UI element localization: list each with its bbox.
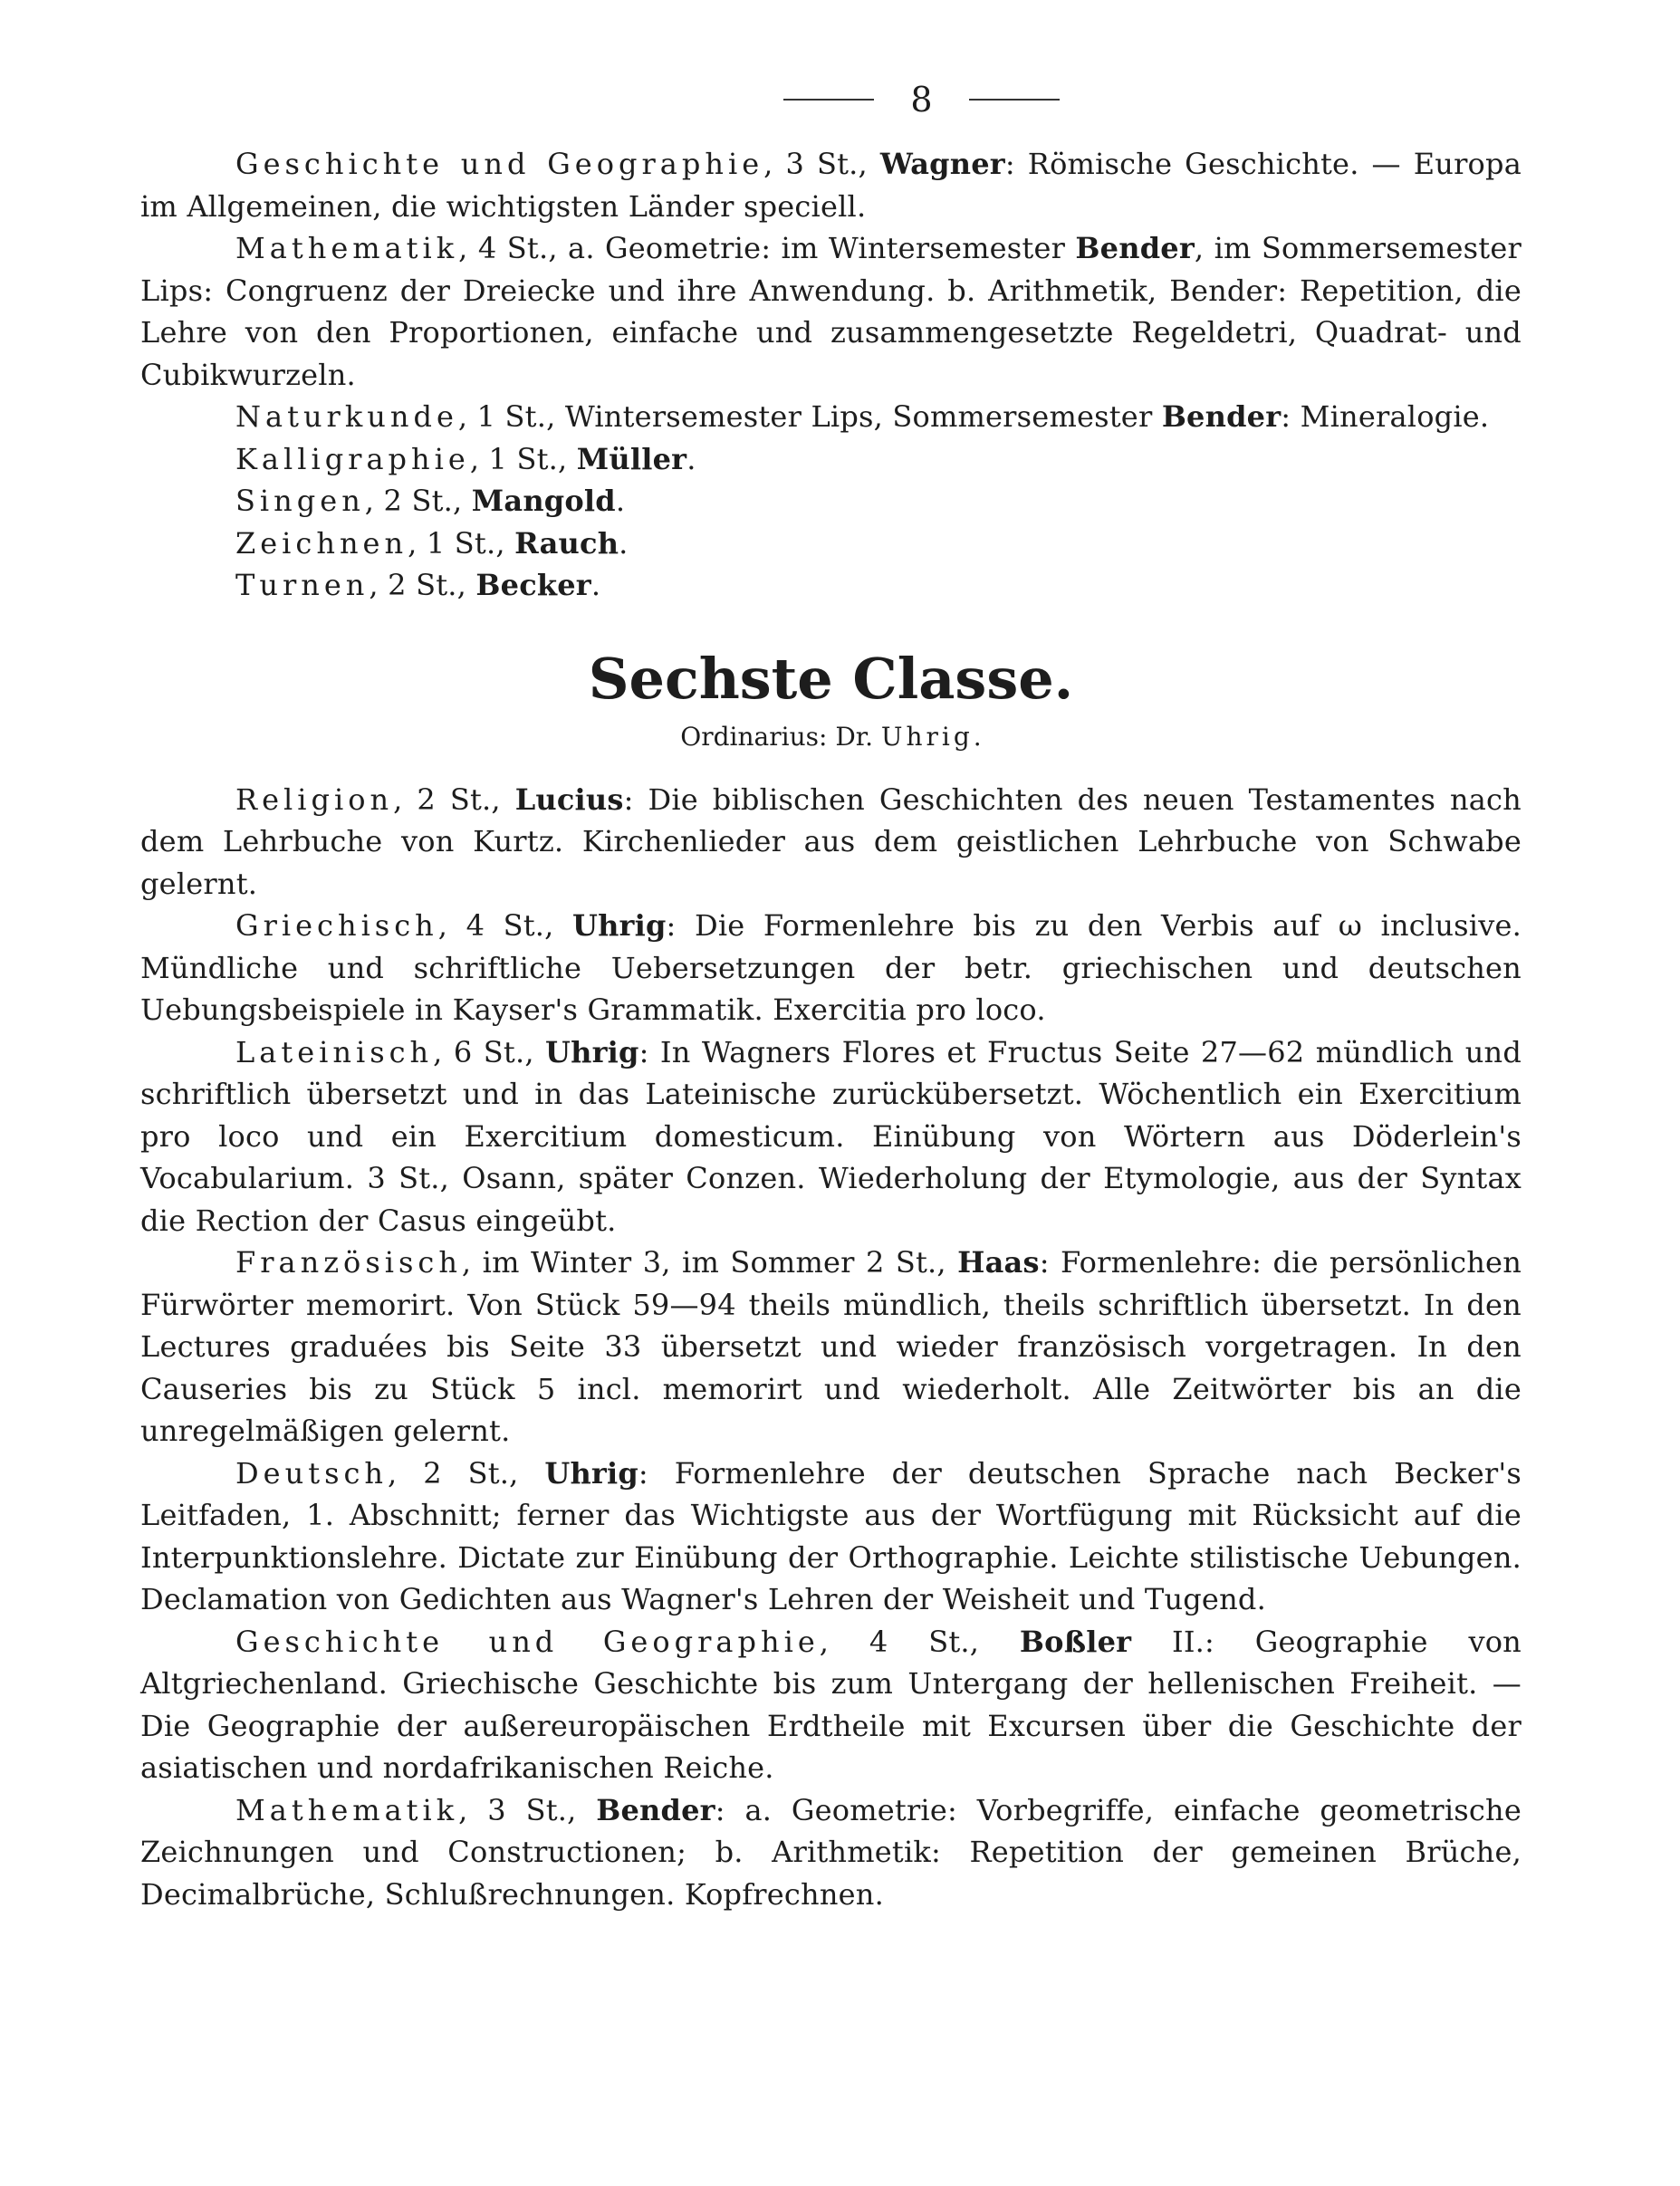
subject-paragraph	[140, 523, 1522, 565]
subject-name: Mathematik	[235, 1792, 459, 1827]
subject-paragraph	[140, 227, 1522, 396]
subject-hours: , im Winter 3, im Sommer 2 St.,	[461, 1245, 958, 1280]
subject-name: Naturkunde	[235, 399, 458, 434]
subject-hours: , 2 St.,	[364, 484, 472, 518]
section-subjects	[140, 779, 1522, 1916]
subject-paragraph	[140, 1453, 1522, 1621]
page-number: 8	[910, 80, 933, 120]
subject-paragraph	[140, 779, 1522, 906]
top-subjects	[140, 143, 1522, 607]
subject-paragraph	[140, 143, 1522, 227]
subject-hours: , 4 St., a. Geometrie: im Wintersemester	[458, 231, 1076, 265]
subject-content: : Formenlehre: die persönlichen Fürwörter memorirt. Von Stück 59—94 theils mündlich, theils schriftlich übersetzt. In den Lectures graduées bis Seite 33 übersetzt und wieder französisch vorgetragen. In den Causeries bis zu Stück 5 incl. memorirt und wiederholt. Alle Zeitwörter bis an die unregelmäßigen gelernt.	[140, 1245, 1522, 1448]
teacher-name: Boßler	[1019, 1624, 1132, 1659]
subject-content: .	[686, 441, 696, 476]
subject-hours: , 1 St., Wintersemester Lips, Sommersemester	[457, 399, 1162, 434]
subject-paragraph	[140, 396, 1522, 438]
teacher-name: Bender	[1075, 231, 1195, 265]
subject-hours: , 2 St.,	[388, 1455, 545, 1491]
teacher-name: Bender	[596, 1792, 715, 1827]
subject-hours: , 3 St.,	[458, 1792, 597, 1827]
teacher-name: Uhrig	[571, 908, 667, 943]
teacher-name: Uhrig	[545, 1034, 639, 1069]
subject-name: Deutsch	[235, 1455, 389, 1491]
subject-name: Griechisch	[235, 908, 438, 943]
subject-name: Religion	[235, 781, 394, 817]
teacher-name: Müller	[576, 441, 687, 476]
subject-paragraph	[140, 564, 1522, 607]
teacher-name: Lucius	[514, 781, 624, 817]
subject-content: : Formenlehre der deutschen Sprache nach Becker's Leitfaden, 1. Abschnitt; ferner das Wichtigste aus der Wortfügung mit Rücksicht auf die Interpunktionslehre. Dictate zur Einübung der Orthographie. Leichte stilistische Uebungen. Declamation von Gedichten aus Wagner's Lehren der Weisheit und Tugend.	[140, 1455, 1522, 1616]
subject-hours: , 2 St.,	[393, 781, 515, 817]
subject-hours: , 3 St.,	[763, 147, 880, 181]
subject-paragraph	[140, 438, 1522, 481]
subject-paragraph	[140, 1621, 1522, 1789]
subject-hours: , 6 St.,	[433, 1034, 546, 1069]
subject-name: Zeichnen	[235, 525, 408, 561]
ordinarius-end: .	[973, 721, 982, 752]
ordinarius-label: Ordinarius: Dr.	[680, 721, 881, 752]
page-header	[322, 72, 1522, 127]
subject-hours: , 1 St.,	[408, 525, 515, 561]
subject-paragraph	[140, 1789, 1522, 1916]
subject-hours: , 4 St.,	[437, 908, 572, 943]
subject-name: Turnen	[235, 568, 370, 602]
subject-content: : In Wagners Flores et Fructus Seite 27—62 mündlich und schriftlich übersetzt und in das Lateinische zurückübersetzt. Wöchentlich ein Exercitium pro loco und ein Exercitium domesticum. Einübung von Wörtern aus Döderlein's Vocabularium. 3 St., Osann, später Conzen. Wiederholung der Etymologie, aus der Syntax die Rection der Casus eingeübt.	[140, 1034, 1522, 1238]
subject-content: : Römische Geschichte. — Europa im Allgemeinen, die wichtigsten Länder speciell.	[140, 147, 1522, 224]
subject-name: Geschichte und Geographie	[235, 147, 764, 181]
subject-name: Singen	[235, 484, 365, 518]
subject-name: Geschichte und Geographie	[235, 1624, 820, 1659]
teacher-name: Haas	[957, 1245, 1040, 1280]
subject-name: Lateinisch	[235, 1034, 434, 1069]
subject-paragraph	[140, 480, 1522, 523]
ordinarius-line	[140, 719, 1522, 755]
subject-paragraph	[140, 1031, 1522, 1242]
subject-content: .	[590, 568, 601, 602]
subject-paragraph	[140, 1242, 1522, 1453]
subject-name: Kalligraphie	[235, 441, 470, 476]
subject-paragraph	[140, 905, 1522, 1031]
subject-content: .	[619, 525, 629, 561]
subject-content: : Die Formenlehre bis zu den Verbis auf ω inclusive. Mündliche und schriftliche Uebersetzungen der betr. griechischen und deutschen Uebungsbeispiele in Kayser's Grammatik. Exercitia pro loco.	[140, 908, 1522, 1027]
subject-content: II.: Geographie von Altgriechenland. Griechische Geschichte bis zum Untergang der hellenischen Freiheit. — Die Geographie der außereuropäischen Erdtheile mit Excursen über die Geschichte der asiatischen und nordafrikanischen Reiche.	[140, 1624, 1522, 1785]
header-rule-right	[969, 99, 1060, 101]
subject-name: Französisch	[235, 1245, 462, 1280]
header-rule-left	[783, 99, 874, 101]
subject-hours: , 4 St.,	[819, 1624, 1020, 1659]
teacher-name: Rauch	[514, 525, 619, 561]
subject-content: , im Sommersemester Lips: Congruenz der Dreiecke und ihre Anwendung. b. Arithmetik, Bender: Repetition, die Lehre von den Proportionen, einfache und zusammengesetzte Regeldetri, Quadrat- und Cubikwurzeln.	[140, 231, 1522, 392]
subject-content: : Die biblischen Geschichten des neuen Testamentes nach dem Lehrbuche von Kurtz. Kirchenlieder aus dem geistlichen Lehrbuche von Schwabe gelernt.	[140, 781, 1522, 901]
teacher-name: Uhrig	[544, 1455, 638, 1491]
subject-hours: , 1 St.,	[469, 441, 577, 476]
section-heading: Sechste Classe.	[588, 645, 1074, 712]
teacher-name: Mangold	[471, 484, 616, 518]
teacher-name: Becker	[475, 568, 591, 602]
document-page	[140, 72, 1522, 1915]
subject-content: .	[615, 484, 626, 518]
ordinarius-name: Uhrig	[880, 721, 974, 752]
teacher-name: Bender	[1161, 399, 1282, 434]
subject-content: : a. Geometrie: Vorbegriffe, einfache geometrische Zeichnungen und Constructionen; b. Arithmetik: Repetition der gemeinen Brüche, Decimalbrüche, Schlußrechnungen. Kopfrechnen.	[140, 1792, 1522, 1912]
subject-hours: , 2 St.,	[369, 568, 476, 602]
subject-content: : Mineralogie.	[1281, 399, 1490, 434]
subject-name: Mathematik	[235, 231, 459, 265]
teacher-name: Wagner	[879, 147, 1005, 181]
